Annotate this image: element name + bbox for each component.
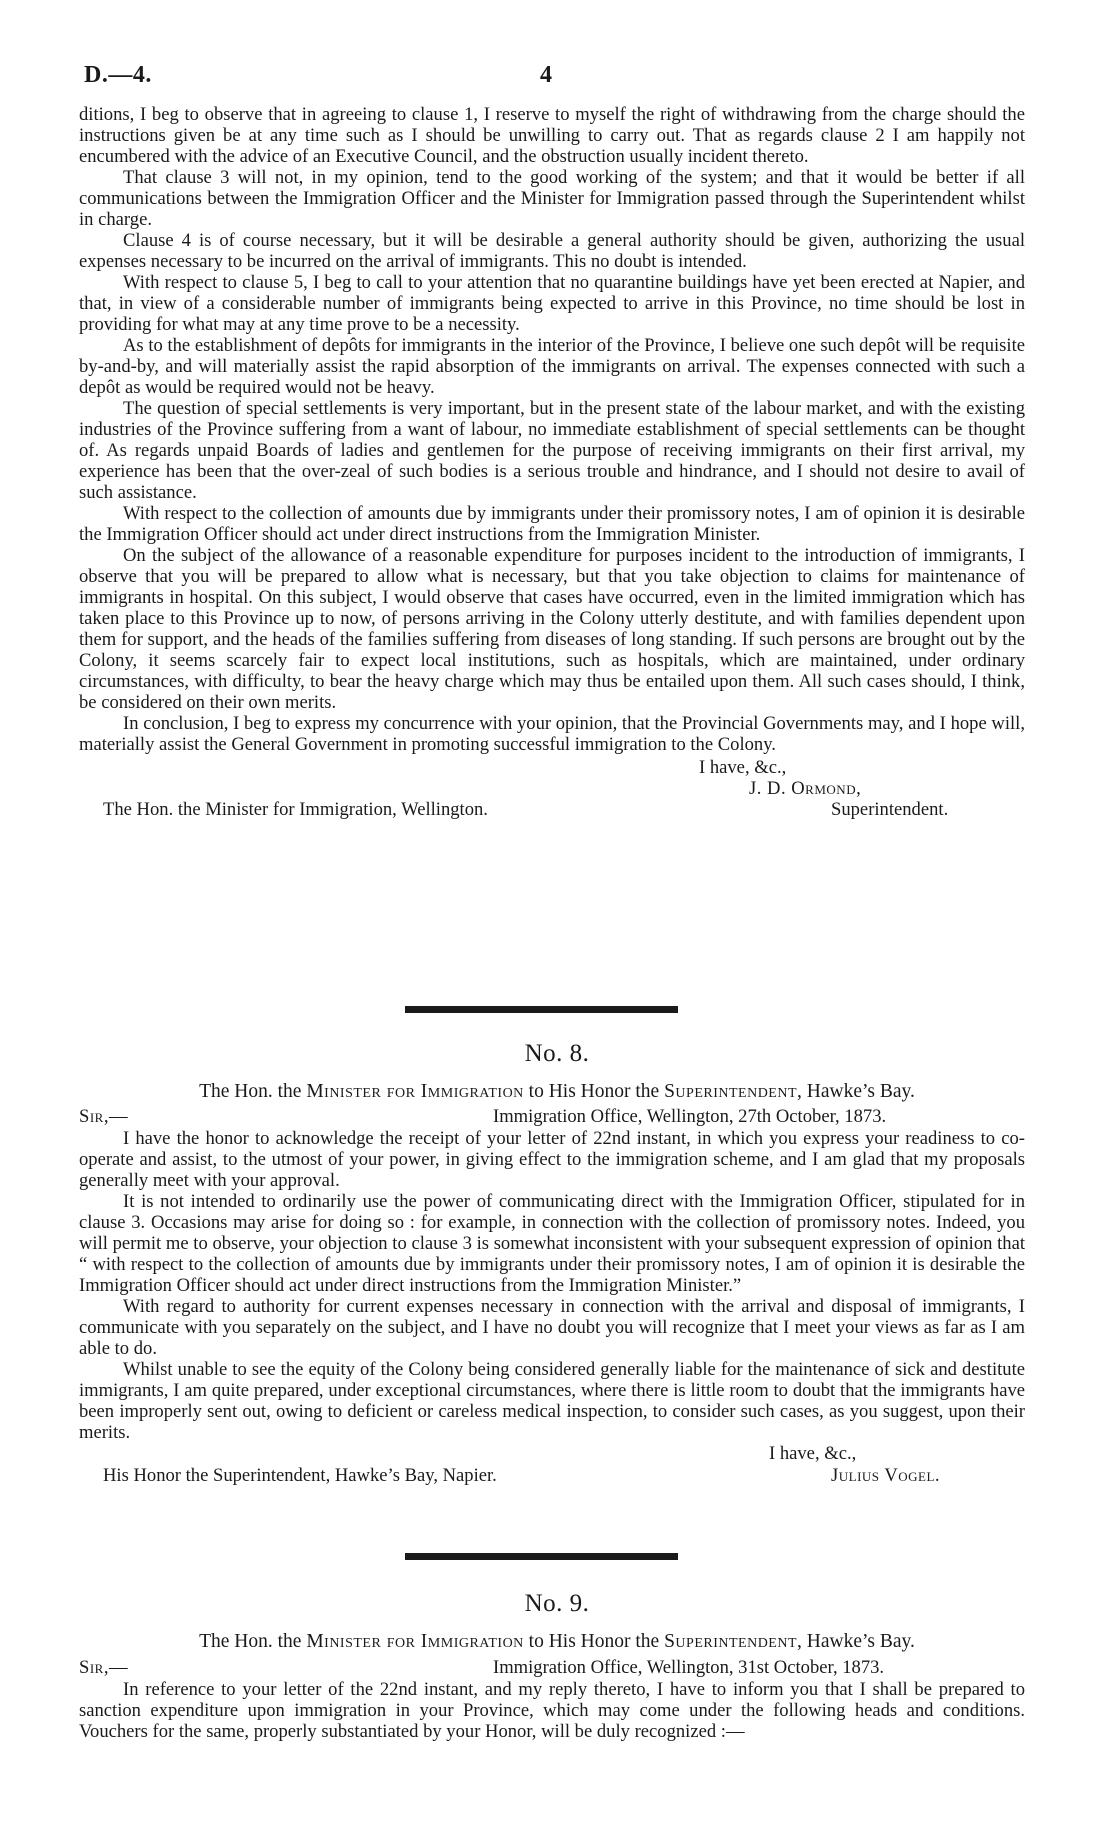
closing: I have, &c., bbox=[699, 757, 787, 778]
section1-paragraph: ditions, I beg to observe that in agreeing to clause 1, I reserve to myself the right of withdrawing from the charge should the instructions given be at any time such as I should be unwilling to carry out. That as regards clause 2 I am happily not encumbered with the advice of an Executive Council, and the obstruction usually incident thereto. bbox=[79, 104, 1025, 167]
recipient: Superintendent bbox=[664, 1631, 798, 1652]
section1-signature-block bbox=[79, 755, 1025, 839]
section-divider bbox=[405, 1553, 678, 1560]
letter8-paragraph: With regard to authority for current expenses necessary in connection with the arrival and disposal of immigrants, I communicate with you separately on the subject, and I have no doubt you will recognize that I meet your views as far as I am able to do. bbox=[79, 1296, 1025, 1359]
signatory: J. D. Ormond, bbox=[749, 778, 862, 799]
letter9-paragraph: In reference to your letter of the 22nd instant, and my reply thereto, I have to inform you that I shall be prepared to sanction expenditure upon immigration in your Province, which may come under the following heads and conditions. Vouchers for the same, properly substantiated by your Honor, will be duly recognized :— bbox=[79, 1679, 1025, 1742]
salutation: Sir,— bbox=[79, 1106, 129, 1127]
addressee: His Honor the Superintendent, Hawke’s Bay, Napier. bbox=[103, 1465, 497, 1486]
signatory: Julius Vogel. bbox=[831, 1465, 941, 1486]
closing: I have, &c., bbox=[769, 1443, 857, 1464]
letter-number: No. 8. bbox=[524, 1040, 590, 1067]
from-to-mid: to His Honor the bbox=[523, 1081, 665, 1102]
letter8-signature-block bbox=[79, 1443, 1025, 1489]
dateline: Immigration Office, Wellington, 31st October, 1873. bbox=[493, 1657, 885, 1678]
section1-paragraph: On the subject of the allowance of a reasonable expenditure for purposes incident to the introduction of immigrants, I observe that you will be prepared to allow what is necessary, but that you take objection to claims for maintenance of immigrants in hospital. On this subject, I would observe that cases have occurred, even in the limited immigration which has taken place to this Province up to now, of persons arriving in the Colony utterly destitute, and with families dependent upon them for support, and the heads of the families suffering from diseases of long standing. If such persons are brought out by the Colony, it seems scarcely fair to expect local institutions, such as hospitals, which are maintained, under ordinary circumstances, with difficulty, to bear the heavy charge which may thus be entailed upon them. All such cases should, I think, be considered on their own merits. bbox=[79, 545, 1025, 713]
from-to-pre: The Hon. the bbox=[199, 1631, 307, 1652]
section1-paragraph: Clause 4 is of course necessary, but it will be desirable a general authority should be given, authorizing the usual expenses necessary to be incurred on the arrival of immigrants. This no doubt is intended. bbox=[79, 230, 1025, 272]
section1-paragraph: In conclusion, I beg to express my concurrence with your opinion, that the Provincial Governments may, and I hope will, materially assist the General Government in promoting successful immigration to the Colony. bbox=[79, 713, 1025, 755]
letter8-paragraph: I have the honor to acknowledge the receipt of your letter of 22nd instant, in which you express your readiness to co-operate and assist, to the utmost of your power, in giving effect to the immigration scheme, and I am glad that my proposals generally meet with your approval. bbox=[79, 1128, 1025, 1191]
letter-from-to bbox=[0, 1631, 1114, 1653]
section1-paragraph: The question of special settlements is very important, but in the present state of the labour market, and with the existing industries of the Province suffering from a want of labour, no immediate establishment of special settlements can be thought of. As regards unpaid Boards of ladies and gentlemen for the purpose of receiving immigrants on their first arrival, my experience has been that the over-zeal of such bodies is a serious trouble and hindrance, and I should not desire to avail of such assistance. bbox=[79, 398, 1025, 503]
section1-paragraph: With respect to the collection of amounts due by immigrants under their promissory notes, I am of opinion it is desirable the Immigration Officer should act under direct instructions from the Immigration Minister. bbox=[79, 503, 1025, 545]
salutation: Sir,— bbox=[79, 1657, 129, 1678]
from-to-post: , Hawke’s Bay. bbox=[797, 1081, 915, 1102]
section1-paragraph: That clause 3 will not, in my opinion, tend to the good working of the system; and that it would be better if all communications between the Immigration Officer and the Minister for Immigration passed through the Superintendent whilst in charge. bbox=[79, 167, 1025, 230]
salutation-row bbox=[79, 1106, 1025, 1128]
letter-from-to bbox=[0, 1081, 1114, 1103]
section1-body bbox=[79, 104, 1025, 839]
letter8-paragraph: Whilst unable to see the equity of the Colony being considered generally liable for the maintenance of sick and destitute immigrants, I am quite prepared, under exceptional circumstances, where there is little room to doubt that the immigrants have been improperly sent out, owing to deficient or careless medical inspection, to consider such cases, as you suggest, upon their merits. bbox=[79, 1359, 1025, 1443]
from-to-pre: The Hon. the bbox=[199, 1081, 307, 1102]
sender: Minister for Immigration bbox=[306, 1631, 524, 1652]
section1-paragraph: With respect to clause 5, I beg to call to your attention that no quarantine buildings have yet been erected at Napier, and that, in view of a considerable number of immigrants being expected to arrive in this Province, no time should be lost in providing for what may at any time prove to be a necessity. bbox=[79, 272, 1025, 335]
addressee: The Hon. the Minister for Immigration, Wellington. bbox=[103, 799, 488, 820]
letter-number: No. 9. bbox=[524, 1590, 590, 1617]
section-divider bbox=[405, 1006, 678, 1013]
section1-paragraph: As to the establishment of depôts for immigrants in the interior of the Province, I believe one such depôt will be requisite by-and-by, and will materially assist the rapid absorption of the immigrants on arrival. The expenses connected with such a depôt as would be required would not be heavy. bbox=[79, 335, 1025, 398]
signatory-title: Superintendent. bbox=[831, 799, 949, 820]
recipient: Superintendent bbox=[664, 1081, 798, 1102]
letter9-body bbox=[79, 1679, 1025, 1742]
letter8-body bbox=[79, 1128, 1025, 1489]
document-reference: D.—4. bbox=[84, 62, 152, 88]
from-to-mid: to His Honor the bbox=[523, 1631, 665, 1652]
sender: Minister for Immigration bbox=[306, 1081, 524, 1102]
dateline: Immigration Office, Wellington, 27th October, 1873. bbox=[493, 1106, 887, 1127]
letter8-paragraph: It is not intended to ordinarily use the power of communicating direct with the Immigration Officer, stipulated for in clause 3. Occasions may arise for doing so : for example, in connection with the collection of promissory notes. Indeed, you will permit me to observe, your objection to clause 3 is somewhat inconsistent with your subsequent expression of opinion that “ with respect to the collection of amounts due by immigrants under their promissory notes, I am of opinion it is desirable the Immigration Officer should act under direct instructions from the Immigration Minister.” bbox=[79, 1191, 1025, 1296]
from-to-post: , Hawke’s Bay. bbox=[797, 1631, 915, 1652]
page-number: 4 bbox=[540, 62, 552, 88]
salutation-row bbox=[79, 1657, 1025, 1679]
